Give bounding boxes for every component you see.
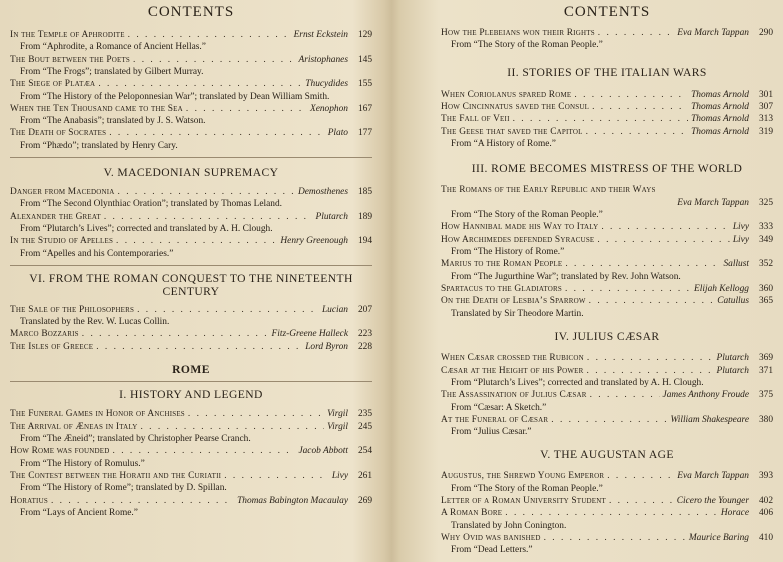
toc-entry: Alexander the Great . . . Plutarch 189 From “Plutarch’s Lives”; corrected and translated by A. H. Clough. xyxy=(10,211,372,236)
toc-entry: The Death of Socrates . . . Plato 177 From “Phædo”; translated by Henry Cary. xyxy=(10,127,372,152)
part-heading: ROME xyxy=(172,363,210,377)
toc-entry: When the Ten Thousand came to the Sea . . . Xenophon 167 From “The Anabasis”; translated by J. S. Watson. xyxy=(10,103,372,128)
toc-entry: The Fall of Veii . . . Thomas Arnold 313 xyxy=(441,113,773,125)
page-title: CONTENTS xyxy=(147,4,235,20)
toc-entry: The Siege of Platæa . . . Thucydides 155 From “The History of the Peloponnesian War”; translated by Dean William Smith. xyxy=(10,78,372,103)
toc-entry: In the Studio of Apelles . . . Henry Greenough 194 From “Apelles and his Contemporaries.” xyxy=(10,235,372,260)
toc-entry: Horatius . . . Thomas Babington Macaulay 269 From “Lays of Ancient Rome.” xyxy=(10,495,372,520)
toc-entry: Marco Bozzaris . . . Fitz-Greene Halleck 223 xyxy=(10,328,372,340)
toc-entry: The Sale of the Philosophers . . . Lucian 207 Translated by the Rev. W. Lucas Collin. xyxy=(10,304,372,329)
toc-entry: The Contest between the Horatii and the Curiatii . . . Livy 261 From “The History of Rome”; translated by D. Spillan. xyxy=(10,470,372,495)
toc-entry: How the Plebeians won their Rights . . . Eva March Tappan 290 From “The Story of the Roman People.” xyxy=(441,27,773,52)
toc-entry: Marius to the Roman People . . . Sallust 352 From “The Jugurthine War”; translated by Rev. John Watson. xyxy=(441,258,773,283)
toc-entry: The Arrival of Æneas in Italy . . . Virgil 245 From “The Æneid”; translated by Christopher Pearse Cranch. xyxy=(10,421,372,446)
toc-entry: The Geese that saved the Capitol . . . Thomas Arnold 319 From “A History of Rome.” xyxy=(441,126,773,151)
toc-entry: At the Funeral of Cæsar . . . William Shakespeare 380 From “Julius Cæsar.” xyxy=(441,414,773,439)
toc-entry: How Hannibal made his Way to Italy . . . Livy 333 xyxy=(441,221,773,233)
toc-entry: The Assassination of Julius Cæsar . . . James Anthony Froude 375 From “Cæsar: A Sketch.” xyxy=(441,389,773,414)
divider xyxy=(10,157,372,158)
toc-entry: Danger from Macedonia . . . Demosthenes 185 From “The Second Olynthiac Oration”; translated by Thomas Leland. xyxy=(10,186,372,211)
toc-entry: How Cincinnatus saved the Consul . . . Thomas Arnold 307 xyxy=(441,101,773,113)
toc-entry: A Roman Bore . . . Horace 406 Translated by John Conington. xyxy=(441,507,773,532)
section-heading: V. THE AUGUSTAN AGE xyxy=(540,448,674,462)
toc-entry: Why Ovid was banished . . . Maurice Baring 410 From “Dead Letters.” xyxy=(441,532,773,557)
toc-entry: Letter of a Roman University Student . . . Cicero the Younger 402 xyxy=(441,495,773,507)
toc-entry: The Isles of Greece . . . Lord Byron 228 xyxy=(10,341,372,353)
toc-entry: How Rome was founded . . . Jacob Abbott 254 From “The History of Romulus.” xyxy=(10,445,372,470)
toc-entry: How Archimedes defended Syracuse . . . Livy 349 From “The History of Rome.” xyxy=(441,234,773,259)
toc-entry: The Funeral Games in Honor of Anchises . . . Virgil 235 xyxy=(10,408,372,420)
section-heading: VI. FROM THE ROMAN CONQUEST TO THE NINETEENTH CENTURY xyxy=(29,271,353,298)
toc-entry: When Cæsar crossed the Rubicon . . . Plutarch 369 xyxy=(441,352,773,364)
toc-entry: The Romans of the Early Republic and their Ways Eva March Tappan 325 From “The Story of the Roman People.” xyxy=(441,185,773,221)
divider xyxy=(10,265,372,266)
section-heading: IV. JULIUS CÆSAR xyxy=(554,330,660,344)
toc-entry: Cæsar at the Height of his Power . . . Plutarch 371 From “Plutarch’s Lives”; corrected and translated by A. H. Clough. xyxy=(441,365,773,390)
toc-entry: The Bout between the Poets . . . Aristophanes 145 From “The Frogs”; translated by Gilbert Murray. xyxy=(10,54,372,79)
toc-entry: Augustus, the Shrewd Young Emperor . . . Eva March Tappan 393 From “The Story of the Roman People.” xyxy=(441,470,773,495)
page-title: CONTENTS xyxy=(563,4,651,20)
section-heading: III. ROME BECOMES MISTRESS OF THE WORLD xyxy=(471,162,743,176)
section-heading: II. STORIES OF THE ITALIAN WARS xyxy=(507,65,707,79)
section-heading: I. HISTORY AND LEGEND xyxy=(119,388,263,402)
toc-entry: In the Temple of Aphrodite . . . Ernst Eckstein 129 From “Aphrodite, a Romance of Ancient Hellas.” xyxy=(10,29,372,54)
section-heading: V. MACEDONIAN SUPREMACY xyxy=(103,166,279,180)
divider xyxy=(10,381,372,382)
toc-entry: Spartacus to the Gladiators . . . Elijah Kellogg 360 xyxy=(441,283,773,295)
toc-entry: When Coriolanus spared Rome . . . Thomas Arnold 301 xyxy=(441,89,773,101)
left-page xyxy=(0,0,380,562)
right-page xyxy=(392,0,783,562)
toc-entry: On the Death of Lesbia’s Sparrow . . . Catullus 365 Translated by Sir Theodore Martin. xyxy=(441,295,773,320)
